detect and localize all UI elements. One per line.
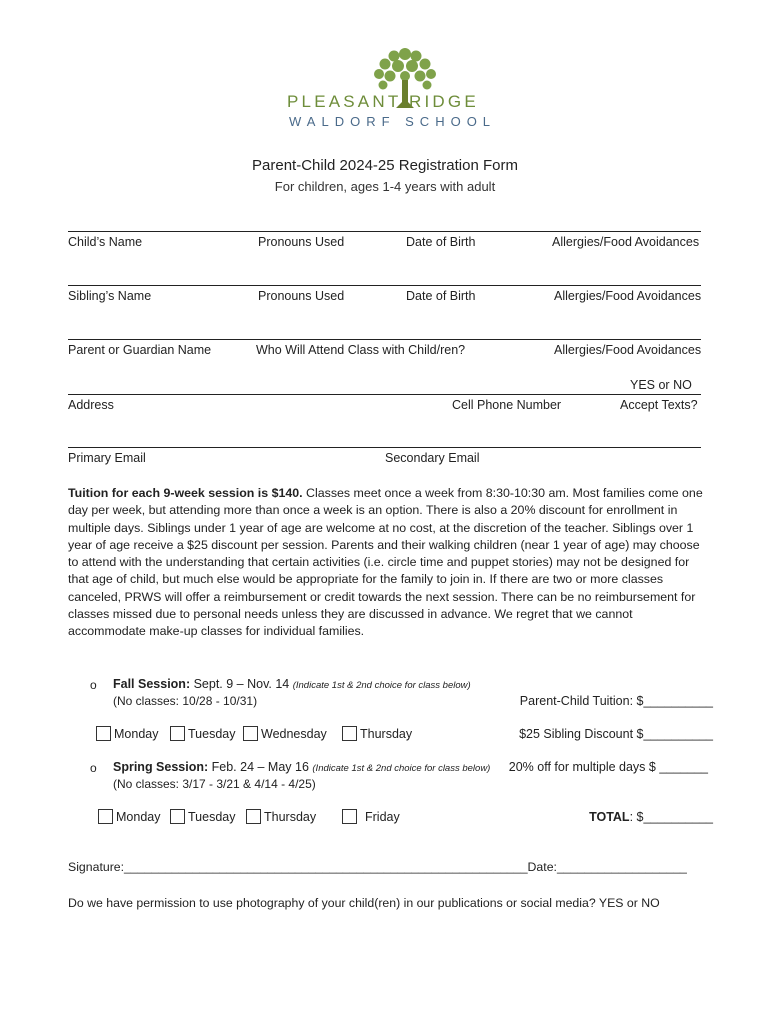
spring-session-label: Spring Session: [113, 760, 209, 774]
total-field[interactable] [589, 810, 713, 824]
checkbox-icon[interactable] [246, 809, 261, 824]
secondary-email-label: Secondary Email [385, 451, 480, 465]
day-label: Wednesday [261, 726, 327, 741]
yes-no-option[interactable]: YES or NO [630, 378, 692, 392]
cell-phone-label: Cell Phone Number [452, 398, 562, 412]
fall-day-monday[interactable] [96, 726, 158, 741]
checkbox-icon[interactable] [98, 809, 113, 824]
fall-session-note: (Indicate 1st & 2nd choice for class below) [292, 680, 471, 691]
day-label: Thursday [264, 809, 317, 824]
address-label: Address [68, 398, 114, 412]
spring-session-dates: Feb. 24 – May 16 [208, 760, 313, 774]
day-label: Monday [114, 726, 159, 741]
tuition-text: Classes meet once a week from 8:30-10:30 am. Most families come one day per week, but attending more than once a week is an option. There is also a 20% discount for enrollment in multiple days. Siblings under 1 year of age are welcome at no cost, at the discretion of the teacher. Siblings over 1 year of age receive a $25 discount per session. Parents and their walking children (near 1 year of age) may choose to attend with the understanding that certain activities (i.e. circle time and puppet stories) may not be designed for that age of child, but much else would be appropriate for the family to join in. If there are two or more classes canceled, PRWS will offer a reimbursement or credit towards the next session. There can be no reimbursement for classes missed due to personal needs unless they are discussed in advance. We regret that we cannot accommodate make-up classes for individual families. [68, 486, 703, 639]
checkbox-icon[interactable] [96, 726, 111, 741]
form-title: Parent-Child 2024-25 Registration Form [252, 157, 518, 174]
logo-school-name: PLEASANT RIDGE [287, 92, 479, 111]
day-label: Friday [365, 809, 400, 824]
primary-email-label: Primary Email [68, 451, 146, 465]
form-subtitle: For children, ages 1-4 years with adult [274, 179, 496, 194]
parent-name-line[interactable] [68, 339, 701, 340]
day-label: Tuesday [188, 809, 236, 824]
spring-day-friday[interactable] [342, 809, 400, 824]
siblings-name-label: Sibling’s Name [68, 289, 152, 303]
checkbox-icon[interactable] [342, 726, 357, 741]
allergies-label: Allergies/Food Avoidances [552, 235, 700, 249]
signature-date-line[interactable]: Signature:___________________________________________________________Date:___________________ [68, 860, 687, 874]
pronouns-label: Pronouns Used [258, 289, 345, 303]
spring-day-thursday[interactable] [246, 809, 316, 824]
who-attends-label: Who Will Attend Class with Child/ren? [256, 343, 466, 357]
total-label: TOTAL [589, 810, 630, 824]
allergies-label: Allergies/Food Avoidances [554, 343, 702, 357]
fall-session-heading [113, 677, 471, 691]
fall-session-label: Fall Session: [113, 677, 191, 691]
dob-label: Date of Birth [406, 289, 476, 303]
day-label: Tuesday [188, 726, 236, 741]
address-line[interactable] [68, 394, 701, 395]
tuition-paragraph [68, 485, 708, 641]
allergies-label: Allergies/Food Avoidances [554, 289, 702, 303]
sibling-discount-field[interactable]: $25 Sibling Discount $__________ [519, 727, 713, 741]
fall-session-dates: Sept. 9 – Nov. 14 [190, 677, 293, 691]
fall-day-wednesday[interactable] [243, 726, 327, 741]
checkbox-icon[interactable] [170, 809, 185, 824]
spring-no-classes: (No classes: 3/17 - 3/21 & 4/14 - 4/25) [113, 777, 316, 791]
dob-label: Date of Birth [406, 235, 476, 249]
spring-day-monday[interactable] [98, 809, 160, 824]
total-blank: : $__________ [629, 810, 713, 824]
tuition-bold: Tuition for each 9-week session is $140. [68, 486, 303, 500]
fall-day-thursday[interactable] [342, 726, 412, 741]
fall-day-tuesday[interactable] [170, 726, 235, 741]
childs-name-label: Child’s Name [68, 235, 143, 249]
accept-texts-label: Accept Texts? [620, 398, 698, 412]
spring-day-tuesday[interactable] [170, 809, 235, 824]
checkbox-icon[interactable] [243, 726, 258, 741]
multiple-days-field[interactable]: 20% off for multiple days $ _______ [508, 760, 708, 774]
logo-school-subtitle: WALDORF SCHOOL [289, 114, 497, 129]
parent-name-label: Parent or Guardian Name [68, 343, 212, 357]
photo-permission-question: Do we have permission to use photography of your child(ren) in our publications or social media? YES or NO [68, 896, 660, 910]
tuition-fee-field[interactable]: Parent-Child Tuition: $__________ [519, 694, 713, 708]
spring-session-note: (Indicate 1st & 2nd choice for class below) [312, 763, 491, 774]
checkbox-icon[interactable] [342, 809, 357, 824]
day-label: Thursday [360, 726, 413, 741]
fall-no-classes: (No classes: 10/28 - 10/31) [113, 694, 258, 708]
day-label: Monday [116, 809, 161, 824]
fall-bullet: o [90, 678, 97, 692]
child-name-line[interactable] [68, 231, 701, 232]
spring-session-heading [113, 760, 490, 774]
pronouns-label: Pronouns Used [258, 235, 345, 249]
sibling-name-line[interactable] [68, 285, 701, 286]
spring-bullet: o [90, 761, 97, 775]
checkbox-icon[interactable] [170, 726, 185, 741]
email-line[interactable] [68, 447, 701, 448]
